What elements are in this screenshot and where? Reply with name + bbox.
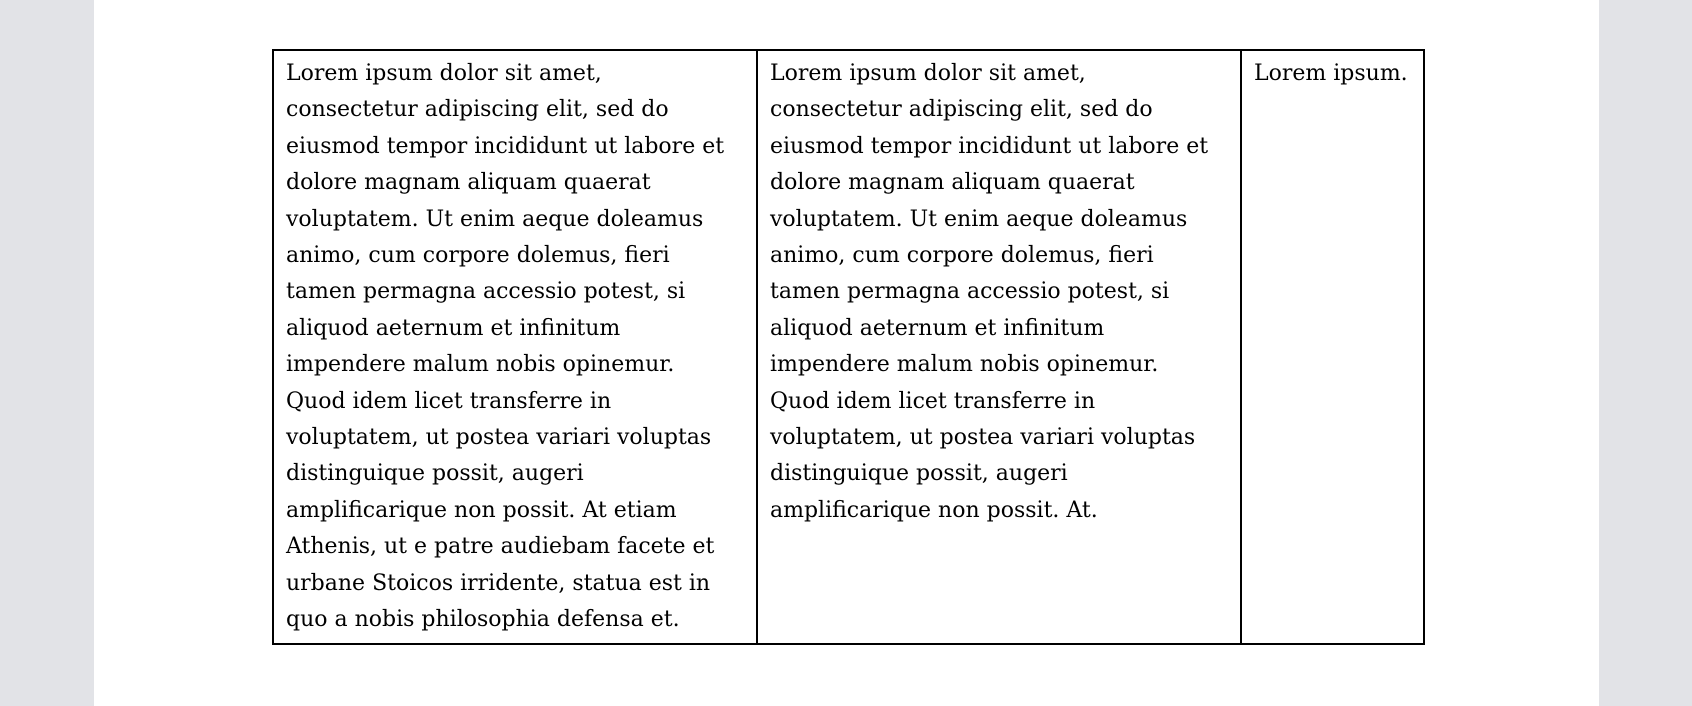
table-cell-2: Lorem ipsum dolor sit amet, consectetur adipiscing elit, sed do eiusmod tempor incididunt ut labore et dolore magnam aliquam quaerat voluptatem. Ut enim aeque doleamus animo, cum corpore dolemus, fieri tamen permagna accessio potest, si aliquod aeternum et infinitum impendere malum nobis opinemur. Quod idem licet transferre in voluptatem, ut postea variari voluptas distinguique possit, augeri amplificarique non possit. At. (757, 50, 1241, 644)
table-row (273, 50, 1424, 644)
document-page (94, 0, 1599, 706)
table-cell-3: Lorem ipsum. (1241, 50, 1424, 644)
table-cell-1: Lorem ipsum dolor sit amet, consectetur adipiscing elit, sed do eiusmod tempor incididunt ut labore et dolore magnam aliquam quaerat voluptatem. Ut enim aeque doleamus animo, cum corpore dolemus, fieri tamen permagna accessio potest, si aliquod aeternum et infinitum impendere malum nobis opinemur. Quod idem licet transferre in voluptatem, ut postea variari voluptas distinguique possit, augeri amplificarique non possit. At etiam Athenis, ut e patre audiebam facete et urbane Stoicos irridente, statua est in quo a nobis philosophia defensa et. (273, 50, 757, 644)
lorem-table (272, 49, 1425, 645)
